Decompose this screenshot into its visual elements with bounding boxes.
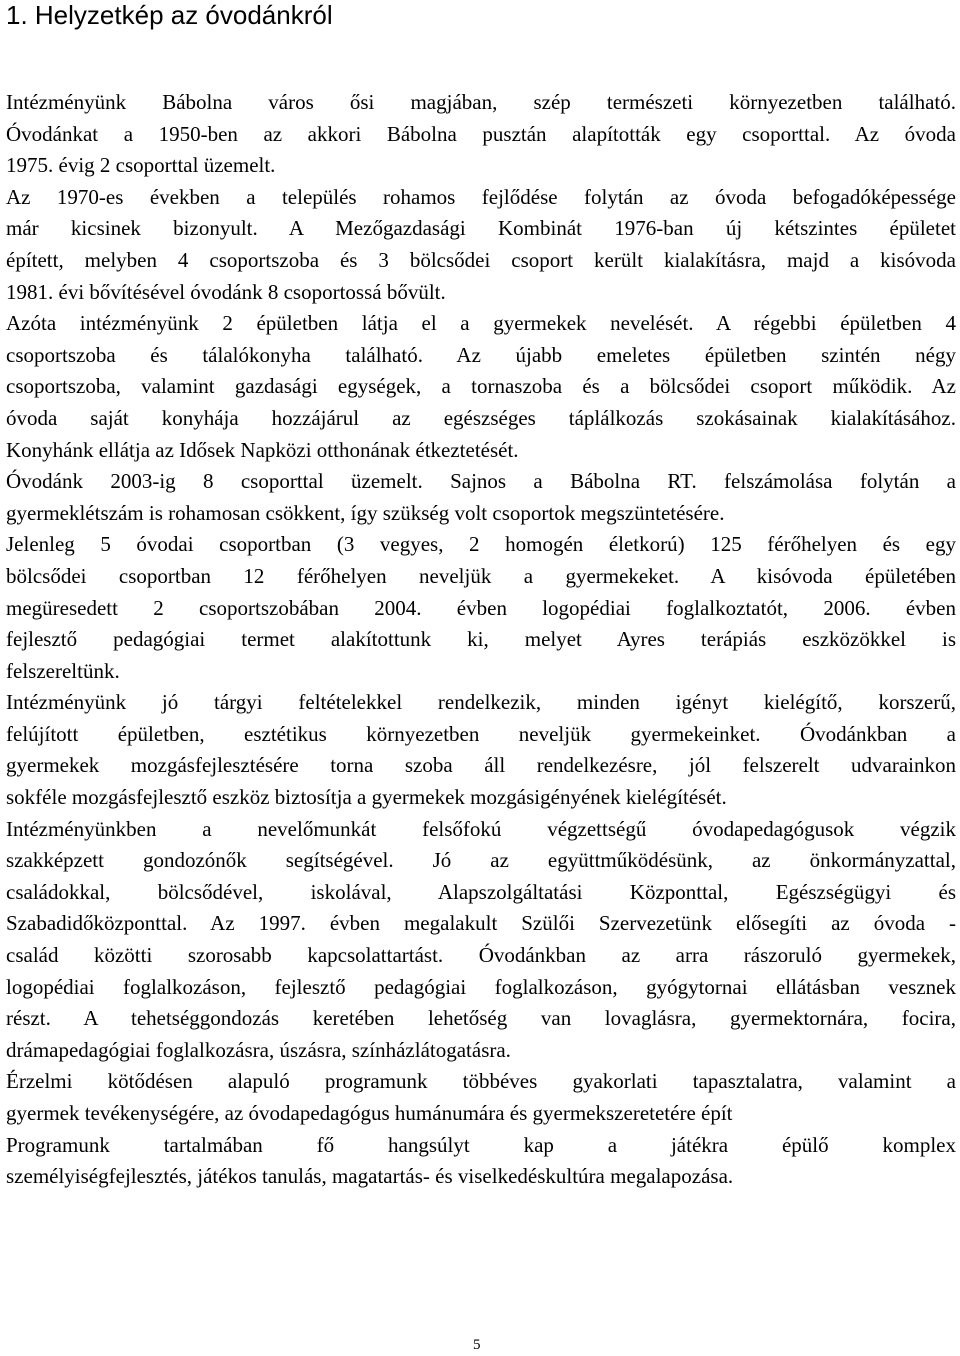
text-line: gyermekek mozgásfejlesztésére torna szoba áll rendelkezésre, jól felszerelt udvarainkon — [6, 753, 956, 778]
text-line: már kicsinek bizonyult. A Mezőgazdasági Kombinát 1976-ban új kétszintes épületet — [6, 216, 956, 241]
text-line: megüresedett 2 csoportszobában 2004. évben logopédiai foglalkoztatót, 2006. évben — [6, 595, 956, 620]
text-line: logopédiai foglalkozáson, fejlesztő pedagógiai foglalkozáson, gyógytornai ellátásban vesznek — [6, 974, 956, 999]
text-line: fejlesztő pedagógiai termet alakítottunk ki, melyet Ayres terápiás eszközökkel is — [6, 627, 956, 652]
text-line: Óvodánk 2003-ig 8 csoporttal üzemelt. Sajnos a Bábolna RT. felszámolása folytán a — [6, 469, 956, 494]
text-line: bölcsődei csoportban 12 férőhelyen neveljük a gyermekeket. A kisóvoda épületében — [6, 563, 956, 588]
text-line: Azóta intézményünk 2 épületben látja el a gyermekek nevelését. A régebbi épületben 4 — [6, 311, 956, 336]
section-heading: 1. Helyzetkép az óvodánkról — [6, 0, 333, 30]
text-line: részt. A tehetséggondozás keretében lehetőség van lovaglásra, gyermektornára, focira, — [6, 1006, 956, 1031]
text-line: drámapedagógiai foglalkozásra, úszásra, színházlátogatásra. — [6, 1037, 511, 1062]
text-line: családokkal, bölcsődével, iskolával, Alapszolgáltatási Központtal, Egészségügyi és — [6, 879, 956, 904]
text-line: Az 1970-es években a település rohamos fejlődése folytán az óvoda befogadóképessége — [6, 184, 956, 209]
text-line: Intézményünk jó tárgyi feltételekkel rendelkezik, minden igényt kielégítő, korszerű, — [6, 690, 956, 715]
text-line: csoportszoba és tálalókonyha található. Az újabb emeletes épületben szintén négy — [6, 342, 956, 367]
text-line: gyermeklétszám is rohamosan csökkent, így szükség volt csoportok megszüntetésére. — [6, 500, 725, 525]
text-line: épített, melyben 4 csoportszoba és 3 bölcsődei csoport került kialakításra, majd a kisóvoda — [6, 247, 956, 272]
page-number: 5 — [473, 1337, 481, 1353]
text-line: Óvodánkat a 1950-ben az akkori Bábolna pusztán alapították egy csoporttal. Az óvoda — [6, 121, 956, 146]
text-line: Programunk tartalmában fő hangsúlyt kap a játékra épülő komplex — [6, 1132, 956, 1157]
text-line: sokféle mozgásfejlesztő eszköz biztosítja a gyermekek mozgásigényének kielégítését. — [6, 785, 727, 810]
text-line: 1981. évi bővítésével óvodánk 8 csoportossá bővült. — [6, 279, 446, 304]
text-line: Jelenleg 5 óvodai csoportban (3 vegyes, 2 homogén életkorú) 125 férőhelyen és egy — [6, 532, 956, 557]
text-line: Intézményünkben a nevelőmunkát felsőfokú végzettségű óvodapedagógusok végzik — [6, 816, 956, 841]
text-line: Konyhánk ellátja az Idősek Napközi otthonának étkeztetését. — [6, 437, 519, 462]
body-text — [6, 87, 956, 1193]
text-line: gyermek tevékenységére, az óvodapedagógus humánumára és gyermekszeretetére épít — [6, 1101, 733, 1125]
text-line: felszereltünk. — [6, 658, 120, 683]
text-line: csoportszoba, valamint gazdasági egységek, a tornaszoba és a bölcsődei csoport működik. Az — [6, 374, 956, 399]
text-line: család közötti szorosabb kapcsolattartást. Óvodánkban az arra rászoruló gyermekek, — [6, 943, 956, 968]
text-line: Érzelmi kötődésen alapuló programunk többéves gyakorlati tapasztalatra, valamint a — [6, 1069, 956, 1094]
text-line: felújított épületben, esztétikus környezetben neveljük gyermekeinket. Óvodánkban a — [6, 721, 956, 746]
text-line: óvoda saját konyhája hozzájárul az egészséges táplálkozás szokásainak kialakításához. — [6, 405, 956, 430]
text-line: Intézményünk Bábolna város ősi magjában, szép természeti környezetben található. — [6, 90, 956, 114]
text-line: személyiségfejlesztés, játékos tanulás, magatartás- és viselkedéskultúra megalapozása. — [6, 1164, 734, 1189]
text-line: szakképzett gondozónők segítségével. Jó az együttműködésünk, az önkormányzattal, — [6, 848, 956, 873]
text-line: 1975. évig 2 csoporttal üzemelt. — [6, 153, 276, 178]
text-line: Szabadidőközponttal. Az 1997. évben megalakult Szülői Szervezetünk elősegíti az óvoda - — [6, 911, 956, 936]
